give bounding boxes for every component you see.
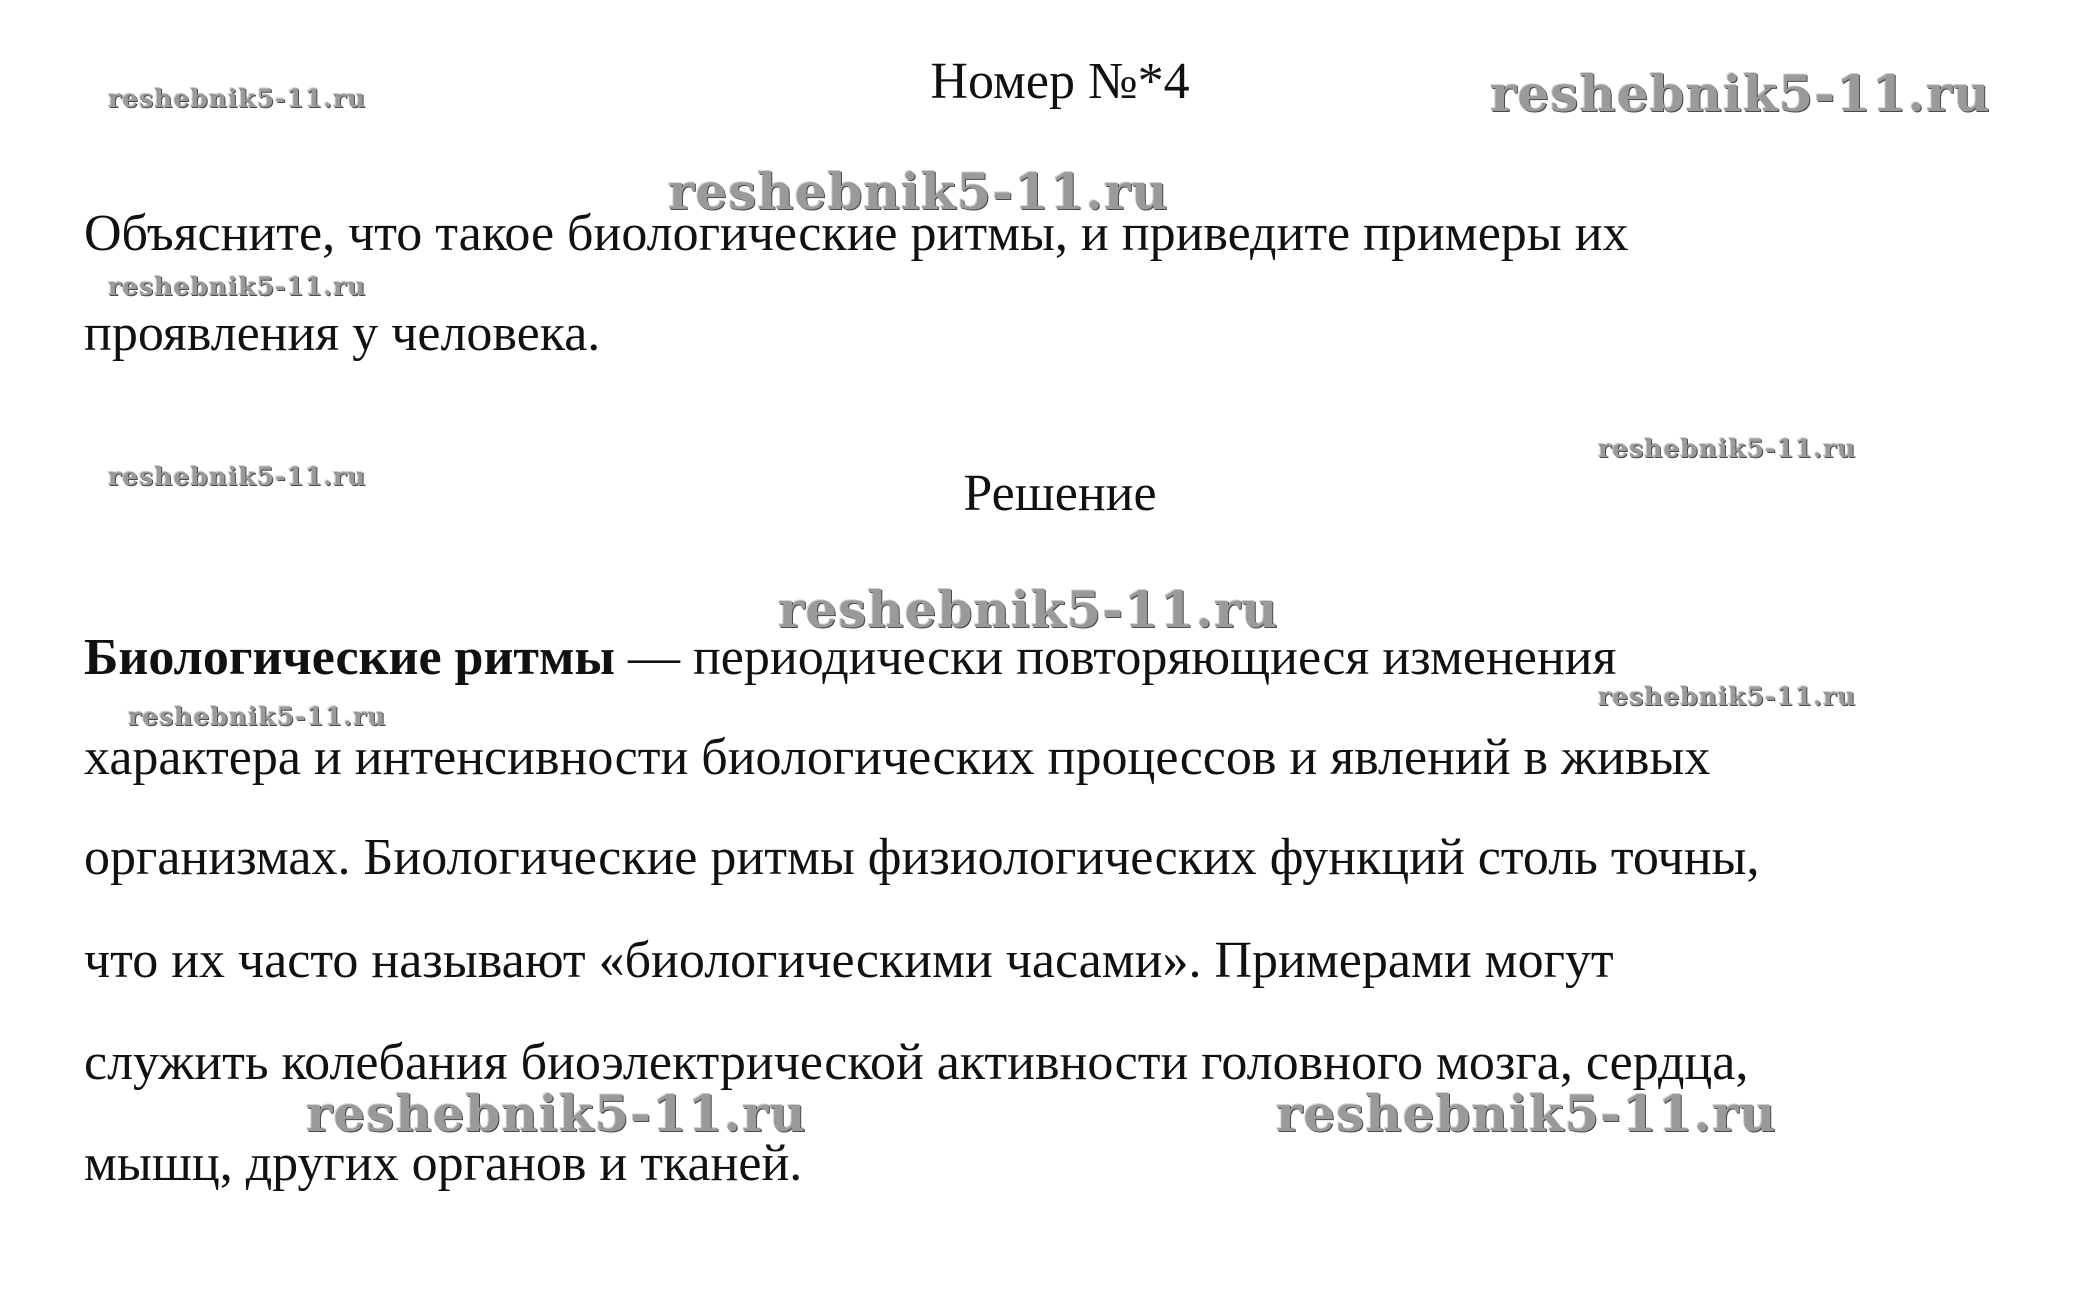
solution-line: служить колебания биоэлектрической активности головного мозга, сердца, <box>84 1034 1749 1091</box>
watermark-logo: reshebnik5-11.ru <box>1598 434 1857 463</box>
watermark-logo: reshebnik5-11.ru <box>108 462 367 491</box>
question-line: проявления у человека. <box>84 305 601 362</box>
term-bold: Биологические ритмы <box>84 629 615 686</box>
watermark-logo: reshebnik5-11.ru <box>1276 1084 1777 1143</box>
watermark-logo: reshebnik5-11.ru <box>1490 64 1991 123</box>
solution-line <box>84 629 1617 686</box>
watermark-logo: reshebnik5-11.ru <box>108 272 367 301</box>
watermark-logo: reshebnik5-11.ru <box>108 84 367 113</box>
watermark-logo: reshebnik5-11.ru <box>1598 682 1857 711</box>
watermark-logo: reshebnik5-11.ru <box>306 1084 807 1143</box>
solution-line: организмах. Биологические ритмы физиологических функций столь точны, <box>84 829 1760 886</box>
watermark-logo: reshebnik5-11.ru <box>668 162 1169 221</box>
question-line: Объясните, что такое биологические ритмы, и приведите примеры их <box>84 205 1629 262</box>
solution-heading: Решение <box>963 465 1157 522</box>
watermark-logo: reshebnik5-11.ru <box>128 702 387 731</box>
page-title: Номер №*4 <box>930 53 1190 110</box>
definition-text: — периодически повторяющиеся изменения <box>614 629 1617 686</box>
watermark-logo: reshebnik5-11.ru <box>778 580 1279 639</box>
solution-line: характера и интенсивности биологических процессов и явлений в живых <box>84 729 1711 786</box>
solution-line: что их часто называют «биологическими часами». Примерами могут <box>84 932 1614 989</box>
solution-line: мышц, других органов и тканей. <box>84 1135 803 1192</box>
